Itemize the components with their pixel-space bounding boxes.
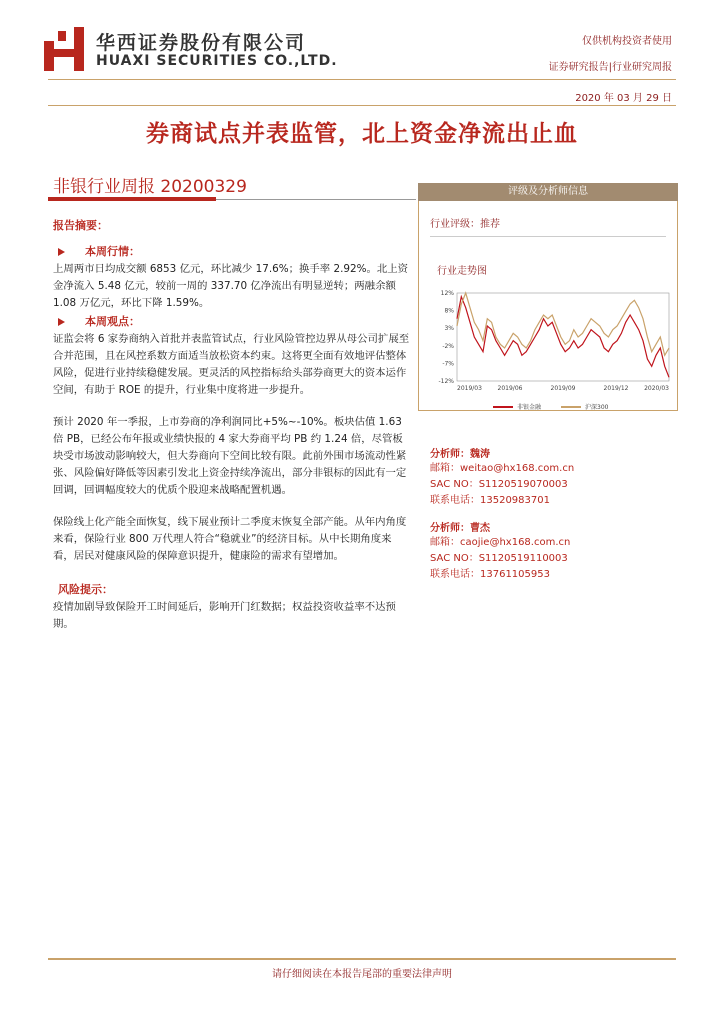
y-tick-label: -7% xyxy=(442,360,454,368)
risk-text: 疫情加剧导致保险开工时间延后，影响开门红数据；权益投资收益率不达预期。 xyxy=(53,601,396,630)
date-divider xyxy=(48,105,676,106)
section-weekly-view xyxy=(58,313,140,329)
analyst-1-name: 分析师：魏涛 xyxy=(430,449,490,460)
risk-heading: 风险提示： xyxy=(58,583,113,596)
panel-divider xyxy=(430,236,666,237)
y-tick-label: -2% xyxy=(442,342,454,350)
x-tick-label: 2019/06 xyxy=(497,385,523,392)
analyst-2-sac: SAC NO：S1120519110003 xyxy=(430,553,568,564)
subtitle-line xyxy=(216,199,416,200)
series-line-1 xyxy=(457,293,669,355)
x-tick-label: 2020/03 xyxy=(644,385,669,392)
industry-rating: 行业评级：推荐 xyxy=(430,219,500,230)
bullet-triangle-icon xyxy=(58,248,65,256)
market-summary-text: 上周两市日均成交额 6853 亿元，环比减少 17.6%；换手率 2.92%。北上资金净流入 5.48 亿元，较前一周的 337.70 亿净流出有明显逆转；两融余额 1.08 万亿元，环比下降 1.59%。 xyxy=(53,263,409,309)
view-paragraph-2: 预计 2020 年一季报，上市券商的净利润同比+5%~-10%。板块估值 1.63 倍 PB，已经公布年报或业绩快报的 4 家大券商平均 PB 约 1.24 倍，尽管板块受市场波动影响较大，但大券商向下空间比较有限。此前外围市场流动性紧张、风险偏好降低等因素引发北上资金持续净流出，部分非银标的因此有一定回调，回调幅度较大的优质个股迎来战略配置机遇。 xyxy=(53,416,407,496)
audience-note: 仅供机构投资者使用 xyxy=(582,36,672,47)
industry-trend-chart xyxy=(425,285,675,417)
report-date: 2020 年 03 月 29 日 xyxy=(575,93,672,104)
x-tick-label: 2019/12 xyxy=(603,385,629,392)
legend-label: 沪深300 xyxy=(585,404,609,411)
summary-heading: 报告摘要： xyxy=(53,219,108,232)
y-tick-label: 8% xyxy=(444,307,454,315)
analyst-1-email[interactable]: 邮箱：weitao@hx168.com.cn xyxy=(430,463,575,474)
subtitle-bar xyxy=(48,197,216,201)
section-title: 本周观点： xyxy=(85,315,140,328)
company-name-cn: 华西证券股份有限公司 xyxy=(96,32,307,54)
report-subtitle: 非银行业周报 20200329 xyxy=(53,177,247,197)
section-weekly-market xyxy=(58,243,140,259)
legal-notice: 请仔细阅读在本报告尾部的重要法律声明 xyxy=(272,969,452,980)
y-tick-label: -12% xyxy=(438,378,454,385)
view-paragraph-1: 证监会将 6 家券商纳入首批并表监管试点，行业风险管控边界从母公司扩展至合并范围，且在风控系数方面适当放松资本约束。这将更全面有效地评估整体风险，促进行业持续稳健发展。更灵活的风控指标给头部券商更大的资本运作空间，有助于 ROE 的提升，行业集中度将进一步提升。 xyxy=(53,333,410,396)
analyst-2-email[interactable]: 邮箱：caojie@hx168.com.cn xyxy=(430,537,571,548)
analyst-2-phone: 联系电话：13761105953 xyxy=(430,569,550,580)
view-paragraph-3: 保险线上化产能全面恢复，线下展业预计二季度末恢复全部产能。从年内角度来看，保险行业 800 万代理人符合“稳就业”的经济目标。从中长期角度来看，居民对健康风险的保障意识提升，健康险的需求有望增加。 xyxy=(53,516,407,562)
section-title: 本周行情： xyxy=(85,245,140,258)
legend-label: 非银金融 xyxy=(517,404,542,411)
x-tick-label: 2019/03 xyxy=(457,385,482,392)
analyst-1-sac: SAC NO：S1120519070003 xyxy=(430,479,568,490)
analyst-2-name: 分析师：曹杰 xyxy=(430,523,490,534)
bullet-triangle-icon xyxy=(58,318,65,326)
report-title: 券商试点并表监管，北上资金净流出止血 xyxy=(146,121,578,147)
report-category: 证券研究报告|行业研究周报 xyxy=(548,62,672,73)
y-tick-label: 3% xyxy=(444,325,454,333)
trend-chart-title: 行业走势图 xyxy=(437,266,487,277)
panel-header: 评级及分析师信息 xyxy=(418,183,678,201)
series-line-0 xyxy=(457,297,669,378)
company-name-en: HUAXI SECURITIES CO.,LTD. xyxy=(96,53,338,69)
y-tick-label: 12% xyxy=(440,290,454,297)
footer-divider xyxy=(48,958,676,960)
x-tick-label: 2019/09 xyxy=(550,385,576,392)
company-logo xyxy=(44,27,86,71)
header-divider xyxy=(48,79,676,80)
analyst-1-phone: 联系电话：13520983701 xyxy=(430,495,550,506)
